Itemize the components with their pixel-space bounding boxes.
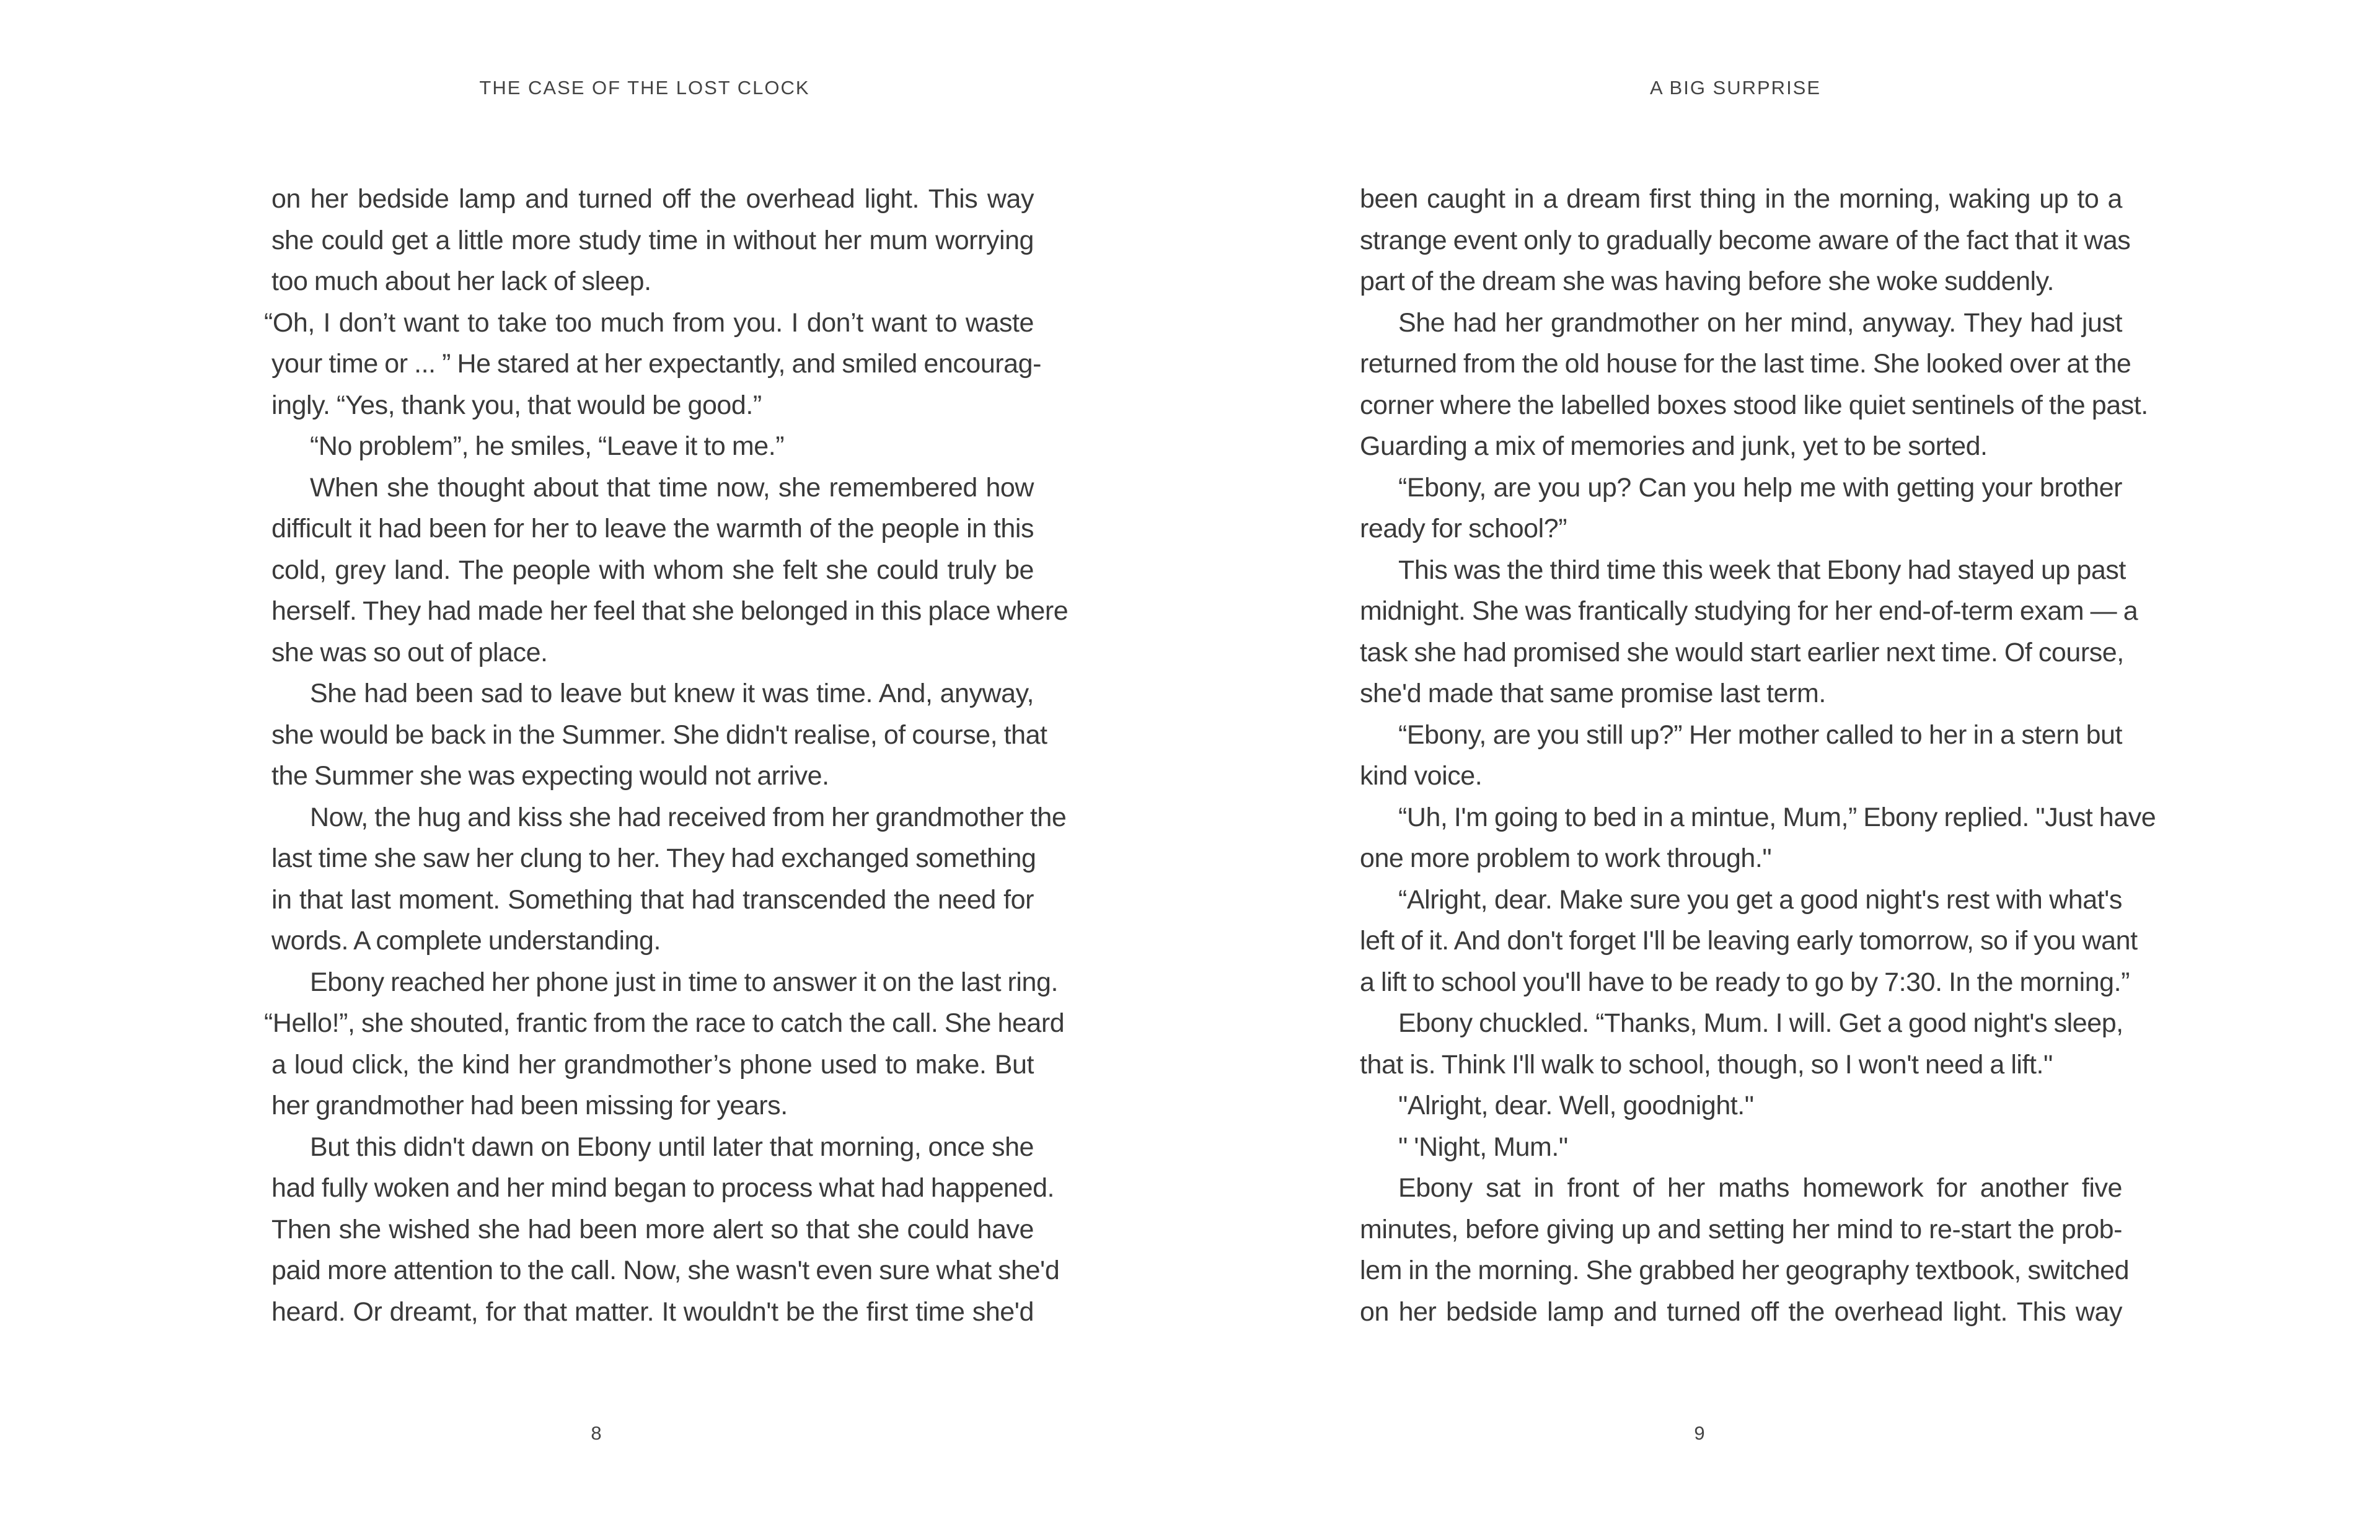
text-line: Ebony chuckled. “Thanks, Mum. I will. Get a good night's sleep, — [1398, 1008, 2123, 1038]
text-line: cold, grey land. The people with whom she felt she could truly be — [271, 555, 1034, 585]
text-line: too much about her lack of sleep. — [271, 266, 651, 296]
text-line: kind voice. — [1360, 761, 1483, 791]
text-line: she could get a little more study time in without her mum worrying — [271, 225, 1034, 255]
text-line: “Hello!”, she shouted, frantic from the race to catch the call. She heard — [264, 1008, 1065, 1038]
text-line: a loud click, the kind her grandmother’s phone used to make. But — [271, 1049, 1034, 1080]
text-line: paid more attention to the call. Now, she wasn't even sure what she'd — [271, 1256, 1060, 1285]
text-line: "Alright, dear. Well, goodnight." — [1398, 1091, 1754, 1120]
left-page-number: 8 — [591, 1422, 602, 1444]
text-line: " 'Night, Mum." — [1398, 1132, 1568, 1162]
text-line: in that last moment. Something that had transcended the need for — [271, 884, 1034, 915]
text-line: “Ebony, are you still up?” Her mother called to her in a stern but — [1398, 719, 2122, 750]
text-line: ready for school?” — [1360, 514, 1567, 543]
text-line: the Summer she was expecting would not arrive. — [271, 761, 829, 791]
text-line: “No problem”, he smiles, “Leave it to me.” — [310, 431, 785, 461]
right-running-head: A BIG SURPRISE — [1649, 77, 1822, 99]
text-line: on her bedside lamp and turned off the overhead light. This way — [271, 184, 1034, 214]
text-line: strange event only to gradually become aware of the fact that it was — [1360, 225, 2131, 255]
text-line: Ebony sat in front of her maths homework for another five — [1398, 1173, 2122, 1203]
left-running-head: THE CASE OF THE LOST CLOCK — [479, 77, 810, 99]
text-line: she was so out of place. — [271, 637, 548, 667]
right-page-number: 9 — [1694, 1422, 1705, 1444]
text-line: words. A complete understanding. — [271, 926, 661, 956]
text-line: corner where the labelled boxes stood like quiet sentinels of the past. — [1360, 390, 2148, 420]
right-body-text — [1360, 178, 2156, 1332]
text-line: “Uh, I'm going to bed in a mintue, Mum,” Ebony replied. "Just have — [1398, 802, 2156, 832]
text-line: This was the third time this week that Ebony had stayed up past — [1398, 555, 2126, 585]
text-line: herself. They had made her feel that she belonged in this place where — [271, 596, 1069, 626]
text-line: minutes, before giving up and setting her mind to re-start the prob- — [1360, 1214, 2122, 1244]
text-line: midnight. She was frantically studying for her end-of-term exam — a — [1360, 596, 2138, 626]
text-line: lem in the morning. She grabbed her geography textbook, switched — [1360, 1256, 2130, 1285]
text-line: on her bedside lamp and turned off the overhead light. This way — [1360, 1296, 2122, 1327]
text-line: But this didn't dawn on Ebony until later that morning, once she — [310, 1132, 1034, 1162]
text-line: one more problem to work through." — [1360, 843, 1772, 873]
text-line: task she had promised she would start earlier next time. Of course, — [1360, 637, 2124, 667]
text-line: she would be back in the Summer. She didn't realise, of course, that — [271, 719, 1047, 750]
left-body-text — [264, 178, 1069, 1332]
text-line: your time or ... ” He stared at her expectantly, and smiled encourag- — [271, 349, 1041, 379]
text-line: last time she saw her clung to her. They had exchanged something — [271, 843, 1036, 873]
text-line: had fully woken and her mind began to process what had happened. — [271, 1173, 1055, 1203]
text-line: Now, the hug and kiss she had received from her grandmother the — [310, 802, 1067, 832]
right-page — [1190, 0, 2380, 1540]
text-line: Guarding a mix of memories and junk, yet to be sorted. — [1360, 431, 1988, 461]
text-line: returned from the old house for the last time. She looked over at the — [1360, 349, 2131, 379]
text-line: she'd made that same promise last term. — [1360, 679, 1826, 708]
text-line: She had been sad to leave but knew it was time. And, anyway, — [310, 679, 1034, 708]
text-line: ingly. “Yes, thank you, that would be good.” — [271, 390, 762, 420]
text-line: Then she wished she had been more alert so that she could have — [271, 1214, 1034, 1244]
text-line: Ebony reached her phone just in time to answer it on the last ring. — [310, 967, 1058, 997]
text-line: her grandmother had been missing for years. — [271, 1091, 788, 1120]
text-line: difficult it had been for her to leave the warmth of the people in this — [271, 514, 1034, 543]
text-line: She had her grandmother on her mind, anyway. They had just — [1398, 307, 2122, 338]
text-line: a lift to school you'll have to be ready to go by 7:30. In the morning.” — [1360, 967, 2130, 997]
text-line: When she thought about that time now, she remembered how — [310, 472, 1034, 503]
text-line: heard. Or dreamt, for that matter. It wouldn't be the first time she'd — [271, 1296, 1034, 1327]
text-line: been caught in a dream first thing in the morning, waking up to a — [1360, 184, 2122, 214]
text-line: that is. Think I'll walk to school, though, so I won't need a lift." — [1360, 1049, 2053, 1080]
text-line: left of it. And don't forget I'll be leaving early tomorrow, so if you want — [1360, 926, 2138, 956]
text-line: “Alright, dear. Make sure you get a good night's rest with what's — [1398, 884, 2122, 915]
text-line: “Oh, I don’t want to take too much from you. I don’t want to waste — [264, 307, 1034, 338]
text-line: “Ebony, are you up? Can you help me with getting your brother — [1398, 472, 2122, 503]
text-line: part of the dream she was having before she woke suddenly. — [1360, 266, 2055, 296]
